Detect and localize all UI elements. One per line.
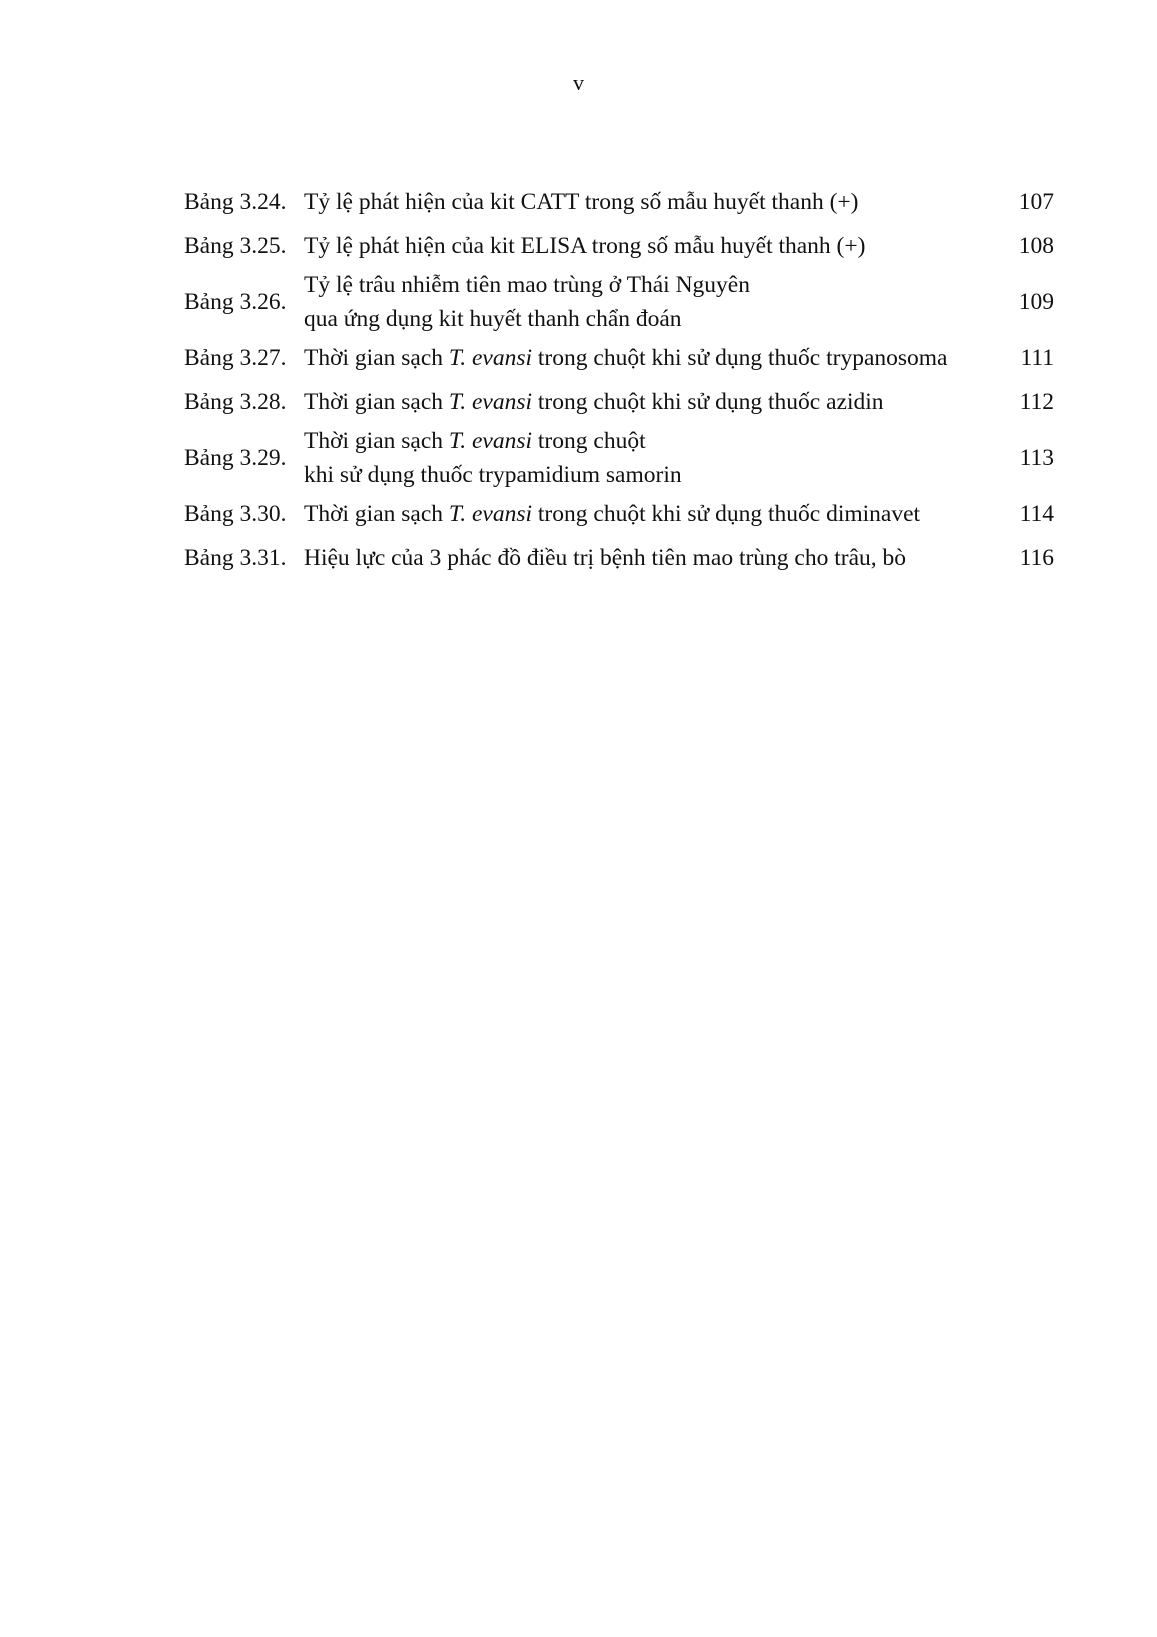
species-name: T. evansi (448, 501, 533, 527)
toc-entry-page: 109 (1018, 289, 1054, 315)
toc-entry-page: 116 (1019, 545, 1054, 571)
toc-entry-label: Bảng 3.26. (184, 289, 287, 315)
toc-entry-title-line (304, 385, 1004, 419)
toc-entry-label: Bảng 3.27. (184, 345, 287, 371)
toc-entry-page: 112 (1019, 389, 1054, 415)
toc-entry-title (304, 424, 1004, 492)
title-text: trong chuột khi sử dụng thuốc trypanosoma (532, 345, 948, 371)
toc-entry-title (304, 268, 1004, 336)
toc-entry-label: Bảng 3.25. (184, 233, 287, 259)
toc-entry-title (304, 185, 1004, 219)
toc-entry-page: 113 (1019, 445, 1054, 471)
toc-entry-title-line (304, 458, 1004, 492)
toc-entry-label: Bảng 3.29. (184, 445, 287, 471)
toc-entry (184, 336, 1054, 380)
toc-entry-page: 114 (1019, 501, 1054, 527)
toc-entry-title-line (304, 268, 1004, 302)
toc-entry-title (304, 229, 1004, 263)
title-text: Tỷ lệ trâu nhiễm tiên mao trùng ở Thái Nguyên (304, 272, 750, 298)
toc-entry-label: Bảng 3.31. (184, 545, 287, 571)
title-text: Hiệu lực của 3 phác đồ điều trị bệnh tiên mao trùng cho trâu, bò (304, 545, 907, 571)
species-name: T. evansi (448, 428, 533, 454)
species-name: T. evansi (448, 389, 533, 415)
toc-entry (184, 536, 1054, 580)
title-text: Thời gian sạch (304, 389, 449, 415)
toc-entry-label: Bảng 3.30. (184, 501, 287, 527)
title-text: Thời gian sạch (304, 428, 449, 454)
title-text: trong chuột (532, 428, 646, 454)
toc-entry (184, 424, 1054, 492)
toc-entry (184, 380, 1054, 424)
toc-entry-title-line (304, 541, 1004, 575)
toc-entry-title-line (304, 341, 1004, 375)
title-text: khi sử dụng thuốc trypamidium samorin (304, 462, 682, 488)
title-text: Tỷ lệ phát hiện của kit CATT trong số mẫu huyết thanh (+) (304, 189, 859, 215)
toc-entry-page: 108 (1018, 233, 1054, 259)
toc-entry-title-line (304, 302, 1004, 336)
toc-entry (184, 224, 1054, 268)
title-text: trong chuột khi sử dụng thuốc azidin (532, 389, 884, 415)
species-name: T. evansi (448, 345, 533, 371)
title-text: qua ứng dụng kit huyết thanh chẩn đoán (304, 306, 682, 332)
table-of-contents (184, 180, 1054, 580)
title-text: Tỷ lệ phát hiện của kit ELISA trong số mẫu huyết thanh (+) (304, 233, 866, 259)
title-text: trong chuột khi sử dụng thuốc diminavet (532, 501, 921, 527)
toc-entry-title-line (304, 229, 1004, 263)
page-number: v (573, 70, 584, 95)
toc-entry (184, 268, 1054, 336)
toc-entry (184, 180, 1054, 224)
toc-entry-title (304, 541, 1004, 575)
toc-entry-title-line (304, 497, 1004, 531)
toc-entry-page: 111 (1020, 345, 1054, 371)
toc-entry (184, 492, 1054, 536)
toc-entry-title (304, 341, 1004, 375)
toc-entry-title-line (304, 185, 1004, 219)
toc-entry-label: Bảng 3.28. (184, 389, 287, 415)
toc-entry-title (304, 497, 1004, 531)
toc-entry-label: Bảng 3.24. (184, 189, 287, 215)
toc-entry-title (304, 385, 1004, 419)
toc-entry-title-line (304, 424, 1004, 458)
toc-entry-page: 107 (1018, 189, 1054, 215)
title-text: Thời gian sạch (304, 345, 449, 371)
title-text: Thời gian sạch (304, 501, 449, 527)
